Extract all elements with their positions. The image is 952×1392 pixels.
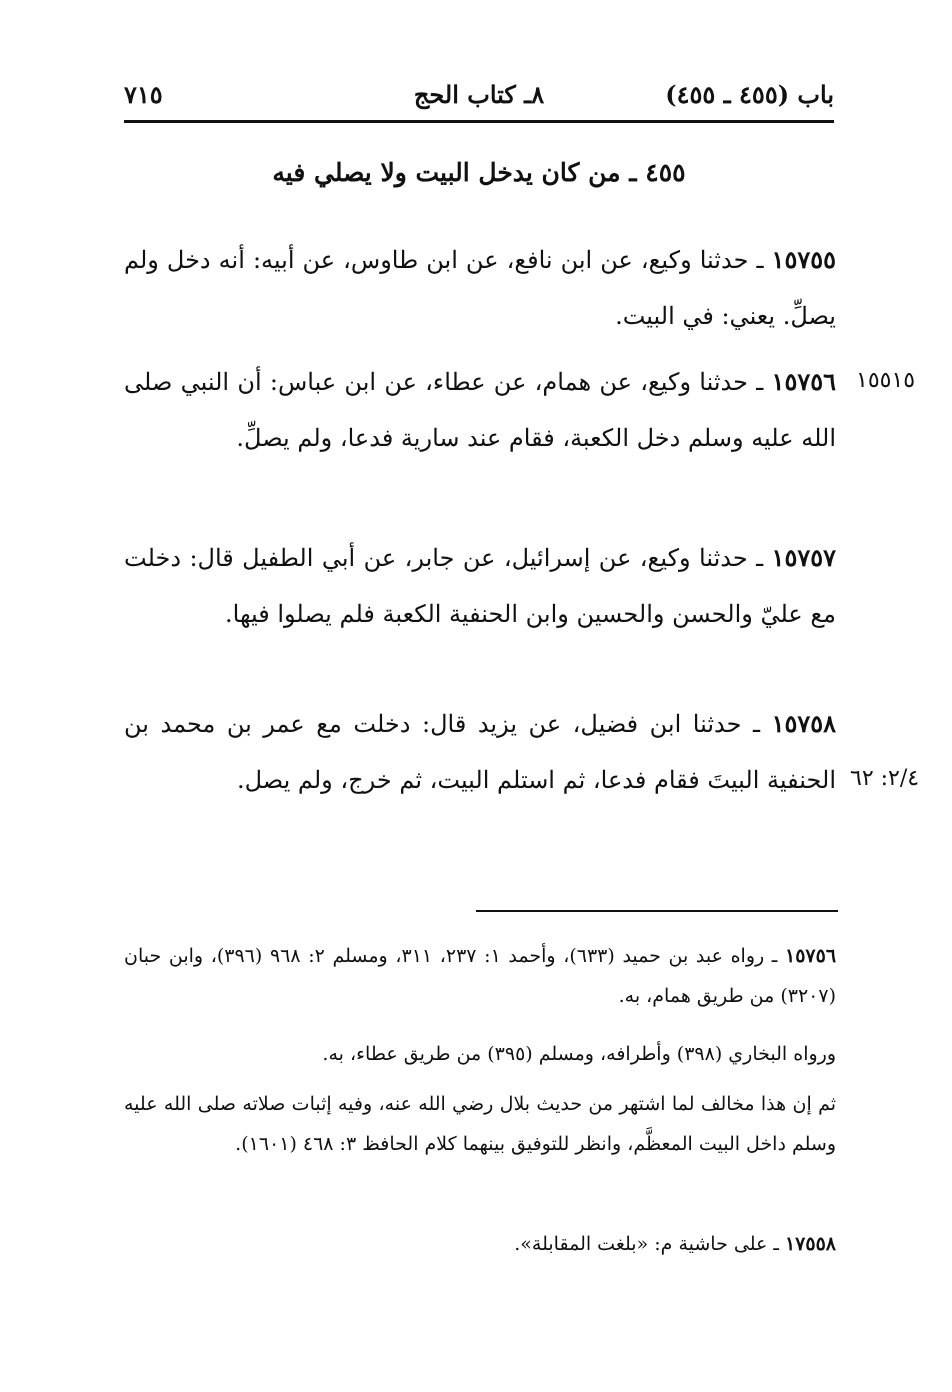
hadith-number: ١٥٧٥٧ [771,543,836,572]
hadith-text: ـ حدثنا وكيع، عن ابن نافع، عن ابن طاوس، عن أبيه: أنه دخل ولم يصلِّ. يعني: في البيت. [124,246,836,330]
footnote-divider [476,910,838,912]
hadith-text: ـ حدثنا وكيع، عن إسرائيل، عن جابر، عن أبي الطفيل قال: دخلت مع عليّ والحسن والحسين وابن الحنفية الكعبة فلم يصلوا فيها. [124,544,836,628]
margin-note: ١٥٥١٥ [856,368,916,393]
hadith-number: ١٥٧٥٥ [771,245,836,274]
page-header [124,70,834,123]
hadith-text: ـ حدثنا وكيع، عن همام، عن عطاء، عن ابن عباس: أن النبي صلى الله عليه وسلم دخل الكعبة، فقام عند سارية فدعا، ولم يصلِّ. [124,368,836,452]
footnote-text: ورواه البخاري (٣٩٨) وأطرافه، ومسلم (٣٩٥) من طريق عطاء، به. [322,1043,836,1065]
footnote [124,1084,836,1164]
margin-note: ٢/٤: ٦٢ [850,766,920,791]
chapter-title: ٤٥٥ ـ من كان يدخل البيت ولا يصلي فيه [272,158,686,187]
hadith-entry [124,530,836,642]
footnote [124,936,836,1016]
hadith-number: ١٥٧٥٦ [771,367,836,396]
page-number: ٧١٥ [124,80,163,109]
hadith-text: ـ حدثنا ابن فضيل، عن يزيد قال: دخلت مع عمر بن محمد بن الحنفية البيتَ فقام فدعا، ثم استلم البيت، ثم خرج، ولم يصل. [124,710,836,794]
hadith-number: ١٥٧٥٨ [771,709,837,738]
footnote-number: ١٥٧٥٦ [785,945,837,967]
footnote [124,1224,836,1264]
footnote-text: ـ على حاشية م: «بلغت المقابلة». [514,1233,785,1255]
footnote-text: ثم إن هذا مخالف لما اشتهر من حديث بلال رضي الله عنه، وفيه إثبات صلاته صلى الله عليه وسلم داخل البيت المعظَّم، وانظر للتوفيق بينهما كلام الحافظ ٣: ٤٦٨ (١٦٠١). [124,1093,836,1155]
hadith-entry [124,354,836,466]
book-title: ٨ـ كتاب الحج [413,80,545,109]
footnote-text: ـ رواه عبد بن حميد (٦٣٣)، وأحمد ١: ٢٣٧، ٣١١، ومسلم ٢: ٩٦٨ (٣٩٦)، وابن حبان (٣٢٠٧) من طريق همام، به. [124,945,836,1007]
footnote [124,1034,836,1074]
chapter-reference: باب (٤٥٥ ـ ٤٥٥) [665,80,834,109]
footnote-number: ١٧٥٥٨ [784,1233,836,1255]
hadith-entry [124,696,836,808]
hadith-entry [124,232,836,344]
